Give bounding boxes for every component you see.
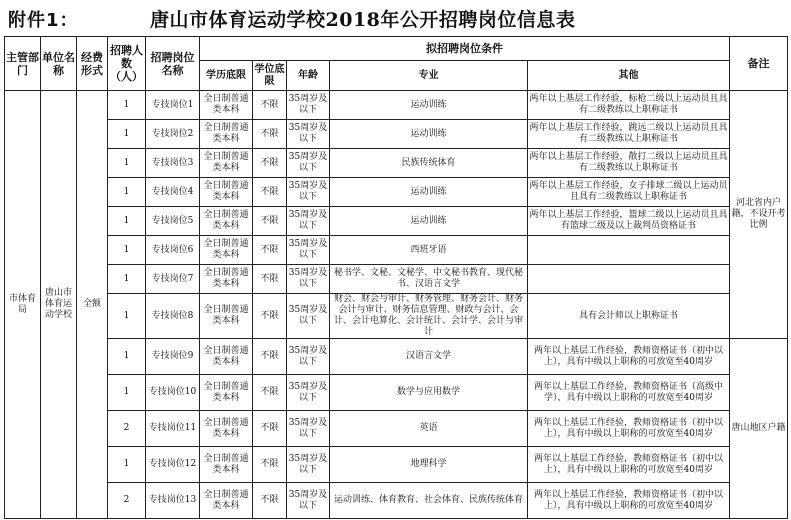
cell-other: 两年以上基层工作经验，跳远二级以上运动员且具有二级教练以上职称证书: [528, 120, 730, 149]
header-major: 专业: [330, 61, 528, 91]
cell-post: 专技岗位12: [146, 447, 200, 483]
cell-degree: 不限: [253, 265, 287, 294]
cell-other: 两年以上基层工作经验，教师资格证书（初中以上），具有中级以上职称的可放宽至40周岁: [528, 411, 730, 447]
cell-post: 专技岗位9: [146, 339, 200, 375]
cell-post: 专技岗位5: [146, 207, 200, 236]
cell-degree: 不限: [253, 236, 287, 265]
cell-degree: 不限: [253, 207, 287, 236]
cell-age: 35周岁及以下: [287, 91, 330, 120]
cell-post: 专技岗位8: [146, 294, 200, 339]
cell-age: 35周岁及以下: [287, 483, 330, 519]
cell-education: 全日制普通类本科: [200, 236, 253, 265]
cell-count: 1: [108, 375, 146, 411]
cell-other: 具有会计师以上职称证书: [528, 294, 730, 339]
cell-other: 两年以上基层工作经验，教师资格证书（初中以上），具有中级以上职称的可放宽至40周岁: [528, 483, 730, 519]
header-age: 年龄: [287, 61, 330, 91]
cell-major: 汉语言文学: [330, 339, 528, 375]
table-row: [5, 207, 788, 236]
cell-count: 1: [108, 236, 146, 265]
cell-count: 1: [108, 91, 146, 120]
document-title: 唐山市体育运动学校2018年公开招聘岗位信息表: [150, 9, 576, 31]
header-post-name: 招聘岗位名称: [146, 37, 200, 91]
cell-other: [528, 265, 730, 294]
recruitment-table: [4, 36, 788, 519]
header-degree: 学位底限: [253, 61, 287, 91]
cell-age: 35周岁及以下: [287, 149, 330, 178]
cell-age: 35周岁及以下: [287, 265, 330, 294]
title-row: [0, 0, 791, 36]
cell-education: 全日制普通类本科: [200, 149, 253, 178]
cell-education: 全日制普通类本科: [200, 375, 253, 411]
cell-age: 35周岁及以下: [287, 447, 330, 483]
cell-education: 全日制普通类本科: [200, 120, 253, 149]
cell-major: 运动训练: [330, 178, 528, 207]
cell-education: 全日制普通类本科: [200, 265, 253, 294]
cell-education: 全日制普通类本科: [200, 207, 253, 236]
cell-remark-a: 河北省内户籍，不设开考比例: [730, 91, 788, 339]
attachment-label: 附件1：: [8, 10, 79, 31]
cell-major: 地理科学: [330, 447, 528, 483]
header-other: 其他: [528, 61, 730, 91]
cell-count: 1: [108, 447, 146, 483]
cell-major: 运动训练: [330, 207, 528, 236]
cell-degree: 不限: [253, 339, 287, 375]
cell-degree: 不限: [253, 294, 287, 339]
cell-major: 民族传统体育: [330, 149, 528, 178]
cell-age: 35周岁及以下: [287, 339, 330, 375]
cell-post: 专技岗位13: [146, 483, 200, 519]
cell-degree: 不限: [253, 447, 287, 483]
cell-education: 全日制普通类本科: [200, 411, 253, 447]
cell-education: 全日制普通类本科: [200, 91, 253, 120]
cell-degree: 不限: [253, 120, 287, 149]
table-row: [5, 149, 788, 178]
table-row: [5, 483, 788, 519]
cell-major: 数学与应用数学: [330, 375, 528, 411]
cell-count: 1: [108, 178, 146, 207]
cell-education: 全日制普通类本科: [200, 294, 253, 339]
cell-degree: 不限: [253, 375, 287, 411]
cell-major: 秘书学、文秘、文秘学、中文秘书教育、现代秘书、汉语言文学: [330, 265, 528, 294]
cell-post: 专技岗位6: [146, 236, 200, 265]
cell-age: 35周岁及以下: [287, 207, 330, 236]
cell-degree: 不限: [253, 91, 287, 120]
cell-other: 两年以上基层工作经验，篮球二级以上运动员且具有篮球二级及以上裁判员资格证书: [528, 207, 730, 236]
cell-count: 1: [108, 294, 146, 339]
table-row: [5, 411, 788, 447]
cell-post: 专技岗位11: [146, 411, 200, 447]
cell-post: 专技岗位7: [146, 265, 200, 294]
cell-post: 专技岗位1: [146, 91, 200, 120]
cell-count: 1: [108, 339, 146, 375]
cell-unit: 唐山市体育运动学校: [41, 91, 77, 519]
cell-other: 两年以上基层工作经验，散打二级以上运动员且具有二级教练以上职称证书: [528, 149, 730, 178]
cell-major: 英语: [330, 411, 528, 447]
cell-other: 两年以上基层工作经验，教师资格证书（初中以上），具有中级以上职称的可放宽至40周岁: [528, 447, 730, 483]
cell-education: 全日制普通类本科: [200, 178, 253, 207]
table-row: [5, 236, 788, 265]
cell-other: 两年以上基层工作经验，标枪二级以上运动员且具有二级教练以上职称证书: [528, 91, 730, 120]
cell-count: 1: [108, 265, 146, 294]
cell-age: 35周岁及以下: [287, 294, 330, 339]
header-unit: 单位名称: [41, 37, 77, 91]
table-row: [5, 265, 788, 294]
cell-other: 两年以上基层工作经验，教师资格证书（初中以上），具有中级以上职称的可放宽至40周岁: [528, 339, 730, 375]
header-funding: 经费形式: [77, 37, 108, 91]
cell-post: 专技岗位10: [146, 375, 200, 411]
cell-degree: 不限: [253, 483, 287, 519]
header-dept: 主管部门: [5, 37, 41, 91]
cell-major: 西班牙语: [330, 236, 528, 265]
cell-post: 专技岗位3: [146, 149, 200, 178]
table-row: [5, 178, 788, 207]
cell-education: 全日制普通类本科: [200, 447, 253, 483]
cell-education: 全日制普通类本科: [200, 339, 253, 375]
cell-other: 两年以上基层工作经验，女子排球二级以上运动员且具有二级教练以上职称证书: [528, 178, 730, 207]
table-row: [5, 375, 788, 411]
cell-major: 财会、财会与审计、财务管理、财务会计、财务会计与审计、财务信息管理、财政与会计、会计、会计电算化、会计统计、会计学、会计与审计: [330, 294, 528, 339]
cell-age: 35周岁及以下: [287, 120, 330, 149]
cell-degree: 不限: [253, 149, 287, 178]
cell-age: 35周岁及以下: [287, 178, 330, 207]
header-count: 招聘人数（人）: [108, 37, 146, 91]
header-conditions: 拟招聘岗位条件: [200, 37, 730, 61]
cell-post: 专技岗位4: [146, 178, 200, 207]
cell-count: 1: [108, 120, 146, 149]
cell-education: 全日制普通类本科: [200, 483, 253, 519]
table-row: [5, 447, 788, 483]
header-remark: 备注: [730, 37, 788, 91]
cell-count: 1: [108, 149, 146, 178]
cell-count: 1: [108, 207, 146, 236]
table-row: [5, 120, 788, 149]
cell-age: 35周岁及以下: [287, 236, 330, 265]
cell-age: 35周岁及以下: [287, 375, 330, 411]
cell-other: [528, 236, 730, 265]
cell-major: 运动训练: [330, 91, 528, 120]
table-body: [5, 91, 788, 519]
cell-other: 两年以上基层工作经验，教师资格证书（高级中学），具有中级以上职称的可放宽至40周岁: [528, 375, 730, 411]
table-row: [5, 294, 788, 339]
cell-funding: 全额: [77, 91, 108, 519]
table-row: [5, 91, 788, 120]
cell-degree: 不限: [253, 411, 287, 447]
cell-count: 2: [108, 483, 146, 519]
cell-age: 35周岁及以下: [287, 411, 330, 447]
cell-major: 运动训练: [330, 120, 528, 149]
cell-dept: 市体育局: [5, 91, 41, 519]
table-row: [5, 339, 788, 375]
cell-remark-b: 唐山地区户籍: [730, 339, 788, 519]
cell-post: 专技岗位2: [146, 120, 200, 149]
cell-count: 2: [108, 411, 146, 447]
header-education: 学历底限: [200, 61, 253, 91]
cell-major: 运动训练、体育教育、社会体育、民族传统体育: [330, 483, 528, 519]
cell-degree: 不限: [253, 178, 287, 207]
